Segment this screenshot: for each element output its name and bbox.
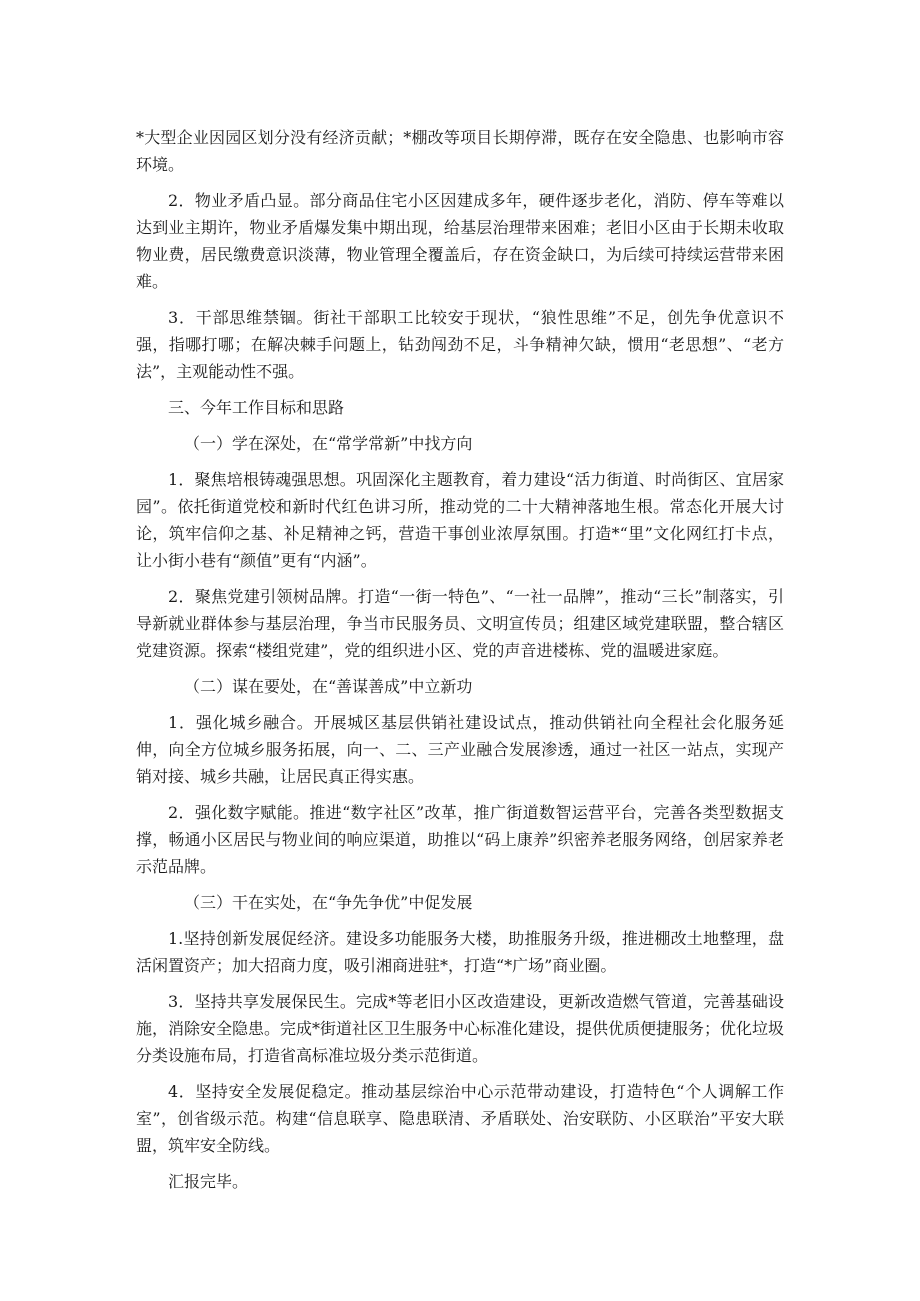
paragraph-learn-2: 2．聚焦党建引领树品牌。打造“一街一特色”、“一社一品牌”，推动“三长”制落实，引导新就业群体参与基层治理，争当市民服务员、文明宣传员；组建区域党建联盟，整合辖区党建资源。探索“楼组党建”，党的组织进小区、党的声音进楼栋、党的温暖进家庭。 bbox=[136, 587, 784, 660]
paragraph-property-conflict: 2．物业矛盾凸显。部分商品住宅小区因建成多年，硬件逐步老化，消防、停车等难以达到业主期许，物业矛盾爆发集中期出现，给基层治理带来困难；老旧小区由于长期未收取物业费，居民缴费意识淡薄，物业管理全覆盖后，存在资金缺口，为后续可持续运营带来困难。 bbox=[136, 191, 784, 291]
section-heading-goals: 三、今年工作目标和思路 bbox=[168, 398, 345, 417]
paragraph-learn-1: 1．聚焦培根铸魂强思想。巩固深化主题教育，着力建设“活力街道、时尚街区、宜居家园”。依托街道党校和新时代红色讲习所，推动党的二十大精神落地生根。常态化开展大讨论，筑牢信仰之基、补足精神之钙，营造干事创业浓厚氛围。打造*“里”文化网红打卡点，让小街小巷有“颜值”更有“内涵”。 bbox=[136, 470, 784, 570]
paragraph-plan-1: 1．强化城乡融合。开展城区基层供销社建设试点，推动供销社向全程社会化服务延伸，向全方位城乡服务拓展，向一、二、三产业融合发展渗透，通过一社区一站点，实现产销对接、城乡共融，让居民真正得实惠。 bbox=[136, 713, 784, 786]
document-body bbox=[136, 124, 784, 1195]
subheading-learn: （一）学在深处，在“常学常新”中找方向 bbox=[184, 434, 473, 453]
paragraph-cadre-thinking: 3．干部思维禁锢。街社干部职工比较安于现状，“狼性思维”不足，创先争优意识不强，指哪打哪；在解决棘手问题上，钻劲闯劲不足，斗争精神欠缺，惯用“老思想”、“老方法”，主观能动性不强。 bbox=[136, 308, 784, 381]
subheading-plan: （二）谋在要处，在“善谋善成”中立新功 bbox=[184, 677, 473, 696]
paragraph-act-3: 3．坚持共享发展保民生。完成*等老旧小区改造建设，更新改造燃气管道，完善基础设施，消除安全隐患。完成*街道社区卫生服务中心标准化建设，提供优质便捷服务；优化垃圾分类设施布局，打造省高标准垃圾分类示范街道。 bbox=[136, 992, 785, 1065]
closing-remark: 汇报完毕。 bbox=[168, 1172, 249, 1191]
subheading-act: （三）干在实处，在“争先争优”中促发展 bbox=[184, 893, 473, 912]
paragraph-act-1: 1.坚持创新发展促经济。建设多功能服务大楼，助推服务升级，推进棚改土地整理，盘活闲置资产；加大招商力度，吸引湘商进驻*，打造“*广场”商业圈。 bbox=[136, 929, 784, 975]
paragraph-plan-2: 2．强化数字赋能。推进“数字社区”改革，推广街道数智运营平台，完善各类型数据支撑，畅通小区居民与物业间的响应渠道，助推以“码上康养”织密养老服务网络，创居家养老示范品牌。 bbox=[136, 803, 784, 876]
paragraph-act-4: 4．坚持安全发展促稳定。推动基层综治中心示范带动建设，打造特色“个人调解工作室”，创省级示范。构建“信息联享、隐患联清、矛盾联处、治安联防、小区联治”平安大联盟，筑牢安全防线。 bbox=[136, 1082, 784, 1155]
paragraph-economy-issue: *大型企业因园区划分没有经济贡献；*棚改等项目长期停滞，既存在安全隐患、也影响市容环境。 bbox=[136, 128, 784, 174]
